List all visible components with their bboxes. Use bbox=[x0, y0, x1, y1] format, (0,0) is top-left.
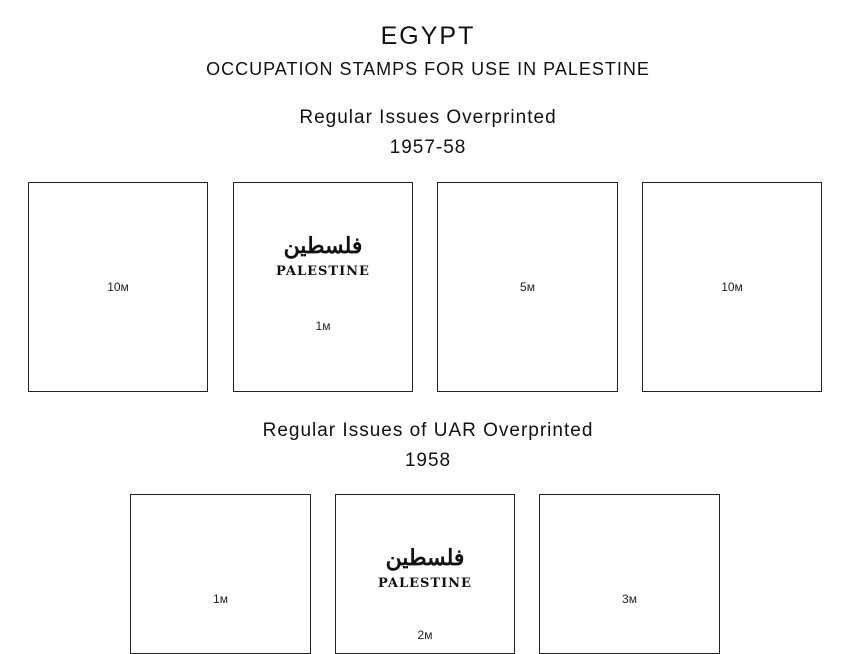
overprint-arabic: فلسطين bbox=[283, 233, 363, 259]
stamp-denomination: 10м bbox=[107, 280, 129, 294]
stamp-box bbox=[437, 182, 618, 392]
stamp-denomination: 10м bbox=[721, 280, 743, 294]
stamp-denomination: 1м bbox=[213, 592, 228, 606]
stamp-denomination: 5м bbox=[520, 280, 535, 294]
stamp-box bbox=[130, 494, 311, 654]
stamp-box bbox=[28, 182, 208, 392]
stamp-denomination: 1м bbox=[315, 319, 331, 333]
section-title-uar-issues: Regular Issues of UAR Overprinted bbox=[262, 420, 594, 441]
stamp-box bbox=[642, 182, 822, 392]
overprint-arabic: فلسطين bbox=[385, 545, 465, 571]
section-year-1958: 1958 bbox=[404, 450, 452, 471]
overprint-latin: PALESTINE bbox=[276, 264, 370, 279]
country-title: EGYPT bbox=[380, 22, 476, 50]
stamp-box bbox=[335, 494, 515, 654]
stamp-denomination: 3м bbox=[622, 592, 637, 606]
stamp-box bbox=[233, 182, 413, 392]
section-title-regular-issues: Regular Issues Overprinted bbox=[299, 107, 557, 128]
overprint-latin: PALESTINE bbox=[378, 576, 472, 591]
stamp-denomination: 2м bbox=[417, 628, 433, 642]
stamp-box bbox=[539, 494, 720, 654]
page-subtitle: OCCUPATION STAMPS FOR USE IN PALESTINE bbox=[206, 59, 650, 79]
section-year-1957-58: 1957-58 bbox=[389, 137, 467, 158]
